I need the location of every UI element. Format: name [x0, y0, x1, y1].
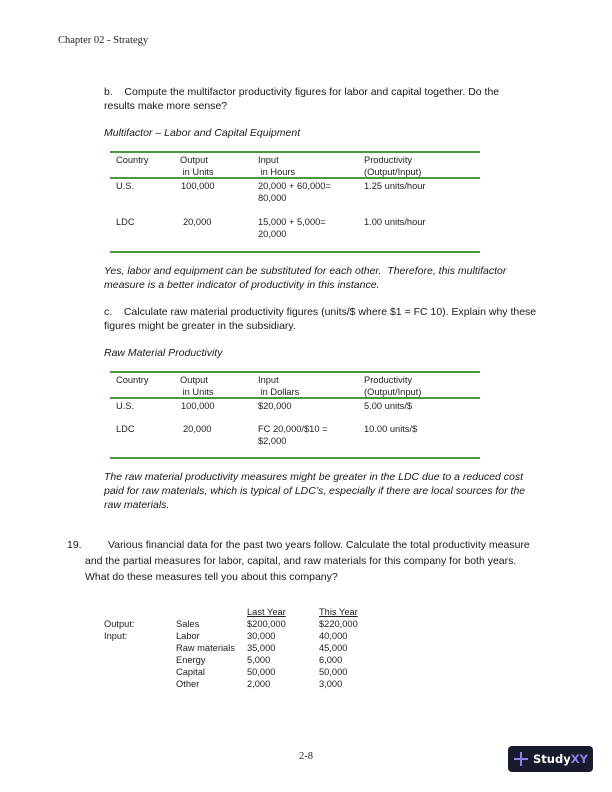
chapter-header: Chapter 02 - Strategy [58, 35, 149, 46]
cell-productivity: 1.00 units/hour [364, 217, 426, 227]
question-19-line2: and the partial measures for labor, capital, and raw materials for this company for both years. [85, 555, 517, 567]
studyxy-badge[interactable] [508, 746, 593, 772]
cell-output: 20,000 [183, 424, 212, 434]
cell-productivity: 5.00 units/$ [364, 401, 413, 411]
plus-icon [514, 752, 528, 766]
cell-productivity: 10.00 units/$ [364, 424, 418, 434]
header-input: Input in Dollars [258, 375, 300, 397]
part-b-question-line2: results make more sense? [104, 100, 228, 112]
part-b-question [104, 85, 524, 113]
table-top-rule [110, 371, 480, 373]
cell-output: 100,000 [181, 181, 215, 191]
header-country: Country [116, 155, 149, 165]
col-header-last-year: Last Year [247, 607, 286, 617]
question-19-number: 19. [67, 539, 82, 551]
header-output: Output in Units [180, 155, 214, 177]
table-top-rule [110, 151, 480, 153]
table-bottom-rule [110, 251, 480, 253]
cell-input: 20,000 + 60,000= 80,000 [258, 181, 331, 203]
brand-name: StudyXY [533, 752, 588, 766]
col-header-this-year: This Year [319, 607, 358, 617]
header-input: Input in Hours [258, 155, 296, 177]
cell-output: 20,000 [183, 217, 212, 227]
part-b-answer: Yes, labor and equipment can be substituted for each other. Therefore, this multifactor measure is a better indicator of productivity in this instance. [104, 265, 507, 291]
question-19-line3: What do these measures tell you about this company? [85, 571, 338, 583]
table-header-rule [110, 397, 480, 399]
cell-country: U.S. [116, 401, 135, 411]
part-b-question-line1: b. Compute the multifactor productivity figures for labor and capital together. Do the [104, 86, 500, 98]
cell-input: $20,000 [258, 401, 292, 411]
header-output: Output in Units [180, 375, 214, 397]
part-c-question: c. Calculate raw material productivity figures (units/$ where $1 = FC 10). Explain why these figures might be greater in the subsidiary. [104, 306, 537, 332]
header-productivity: Productivity (Output/Input) [364, 155, 422, 177]
question-19-line1: Various financial data for the past two years follow. Calculate the total productivity measure [108, 539, 530, 551]
cell-country: U.S. [116, 181, 135, 191]
cell-country: LDC [116, 424, 135, 434]
page-number: 2-8 [299, 751, 313, 762]
header-productivity: Productivity (Output/Input) [364, 375, 422, 397]
table-bottom-rule [110, 457, 480, 459]
cell-productivity: 1.25 units/hour [364, 181, 426, 191]
cell-input: 15,000 + 5,000= 20,000 [258, 217, 326, 239]
output-label: Output: [104, 619, 135, 629]
multifactor-table-title: Multifactor – Labor and Capital Equipment [104, 127, 301, 139]
table-header-rule [110, 177, 480, 179]
input-label: Input: [104, 631, 128, 641]
cell-country: LDC [116, 217, 135, 227]
cell-output: 100,000 [181, 401, 215, 411]
part-c-answer: The raw material productivity measures might be greater in the LDC due to a reduced cost paid for raw materials, which is typical of LDC’s, especially if there are local sources for the raw materials. [104, 471, 526, 511]
cell-input: FC 20,000/$10 = $2,000 [258, 424, 328, 446]
raw-material-table-title: Raw Material Productivity [104, 347, 223, 359]
header-country: Country [116, 375, 149, 385]
